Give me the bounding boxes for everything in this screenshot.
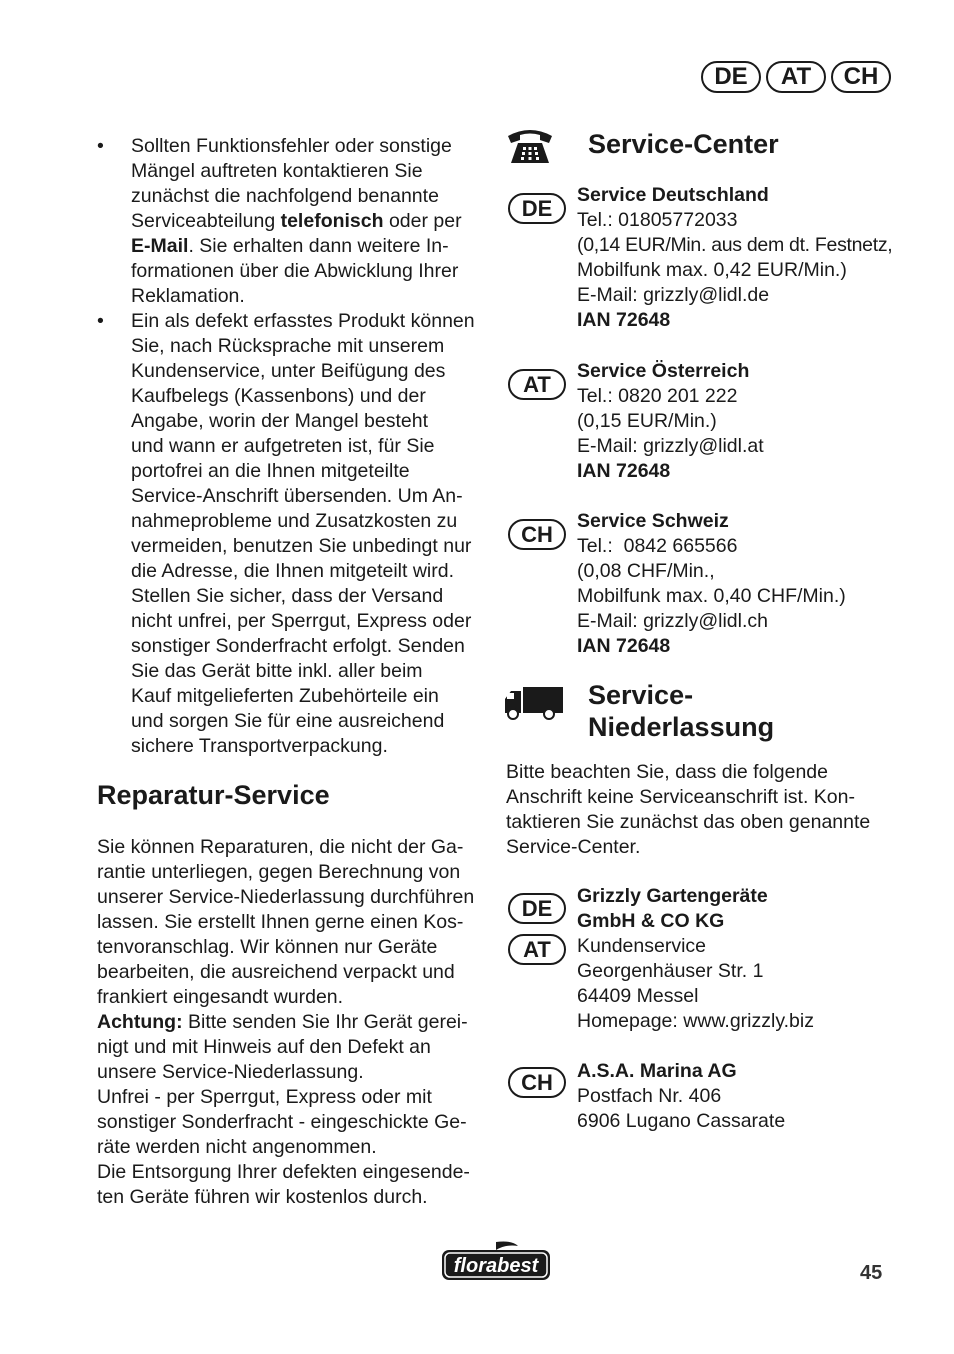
badge-at: AT — [508, 369, 566, 400]
badge-ch: CH — [508, 519, 566, 550]
service-entry-at: Service Österreich Tel.: 0820 201 222 (0,15 EUR/Min.) E-Mail: grizzly@lidl.at IAN 72648 — [577, 360, 764, 482]
repair-service-text: Sie können Reparaturen, die nicht der Ga- rantie unterliegen, gegen Berechnung von unserer Service-Niederlassung durchführen lassen. Sie erstellt Ihnen gerne einen Kos- tenvoranschlag. Wir können nur Geräte bearbeiten, die ausreichend verpackt und frankiert eingesandt wurden. Achtung: Bitte senden Sie Ihr Gerät gerei- nigt und mit Hinweis auf den Defekt an unsere Service-Niederlassung. Unfrei - per Sperrgut, Express oder mit sonstiger Sonderfracht - eingeschickte Ge- räte werden nicht angenommen. Die Entsorgung Ihrer defekten eingesende- ten Geräte führen wir kostenlos durch. — [97, 836, 475, 1208]
service-branch-intro: Bitte beachten Sie, dass die folgende Anschrift keine Serviceanschrift ist. Kon- taktieren Sie zunächst das oben genannte Service-Center. — [506, 761, 871, 858]
address-asa-marina: A.S.A. Marina AG Postfach Nr. 406 6906 Lugano Cassarate — [577, 1060, 786, 1132]
repair-service-heading: Reparatur-Service — [97, 780, 330, 810]
badge-de: DE — [508, 193, 566, 224]
badge-de: DE — [701, 61, 761, 93]
bold-email: E-Mail — [131, 235, 189, 257]
bullet-item-2: • Ein als defekt erfasstes Produkt können Sie, nach Rücksprache mit unserem Kundenservice, unter Beifügung des Kaufbelegs (Kassenbons) und der Angabe, worin der Mangel besteht und wann er aufgetreten ist, für Sie portofrei an die Ihnen mitgeteilte Service-Anschrift übersenden. Um An- nahmeprobleme und Zusatzkosten zu vermeiden, benutzen Sie unbedingt nur die Adresse, die Ihnen mitgeteilt wird. Stellen Sie sicher, dass der Versand nicht unfrei, per Sperrgut, Express oder sonstiger Sonderfracht erfolgt. Senden Sie das Gerät bitte inkl. aller beim Kauf mitgelieferten Zubehörteile ein und sorgen Sie für eine ausreichend sichere Transportverpackung. — [97, 310, 475, 757]
logo-text: florabest — [453, 1255, 539, 1277]
badge-ch: CH — [508, 1067, 566, 1098]
service-entry-de: Service Deutschland Tel.: 01805772033 (0,14 EUR/Min. aus dem dt. Festnetz, Mobilfunk max. 0,42 EUR/Min.) E-Mail: grizzly@lidl.de IAN 72648 — [577, 184, 893, 331]
badge-ch: CH — [831, 61, 891, 93]
page-number: 45 — [860, 1262, 883, 1284]
telephone-icon — [505, 124, 555, 166]
country-badges — [701, 61, 891, 93]
bullet-dot: • — [97, 135, 104, 157]
bullet-item-1: • Sollten Funktionsfehler oder sonstige Mängel auftreten kontaktieren Sie zunächst die nachfolgend benannte Serviceabteilung telefonisch oder per E-Mail. Sie erhalten dann weitere In- formationen über die Abwicklung Ihrer Reklamation. — [97, 135, 462, 307]
bullet-dot: • — [97, 310, 104, 332]
attention-label: Achtung: — [97, 1011, 183, 1033]
badge-at: AT — [508, 934, 566, 965]
service-center-heading: Service-Center — [588, 129, 779, 159]
badge-at: AT — [766, 61, 826, 93]
bullet-list — [97, 134, 487, 759]
badge-de: DE — [508, 893, 566, 924]
florabest-logo — [440, 1240, 552, 1282]
service-entry-ch: Service Schweiz Tel.: 0842 665566 (0,08 CHF/Min., Mobilfunk max. 0,40 CHF/Min.) E-Mail: grizzly@lidl.ch IAN 72648 — [577, 510, 846, 657]
truck-icon — [503, 685, 565, 721]
service-branch-heading: Service- Niederlassung — [588, 680, 775, 742]
bold-telefonisch: telefonisch — [280, 210, 384, 232]
address-grizzly: Grizzly Gartengeräte GmbH & CO KG Kundenservice Georgenhäuser Str. 1 64409 Messel Homepage: www.grizzly.biz — [577, 885, 814, 1032]
